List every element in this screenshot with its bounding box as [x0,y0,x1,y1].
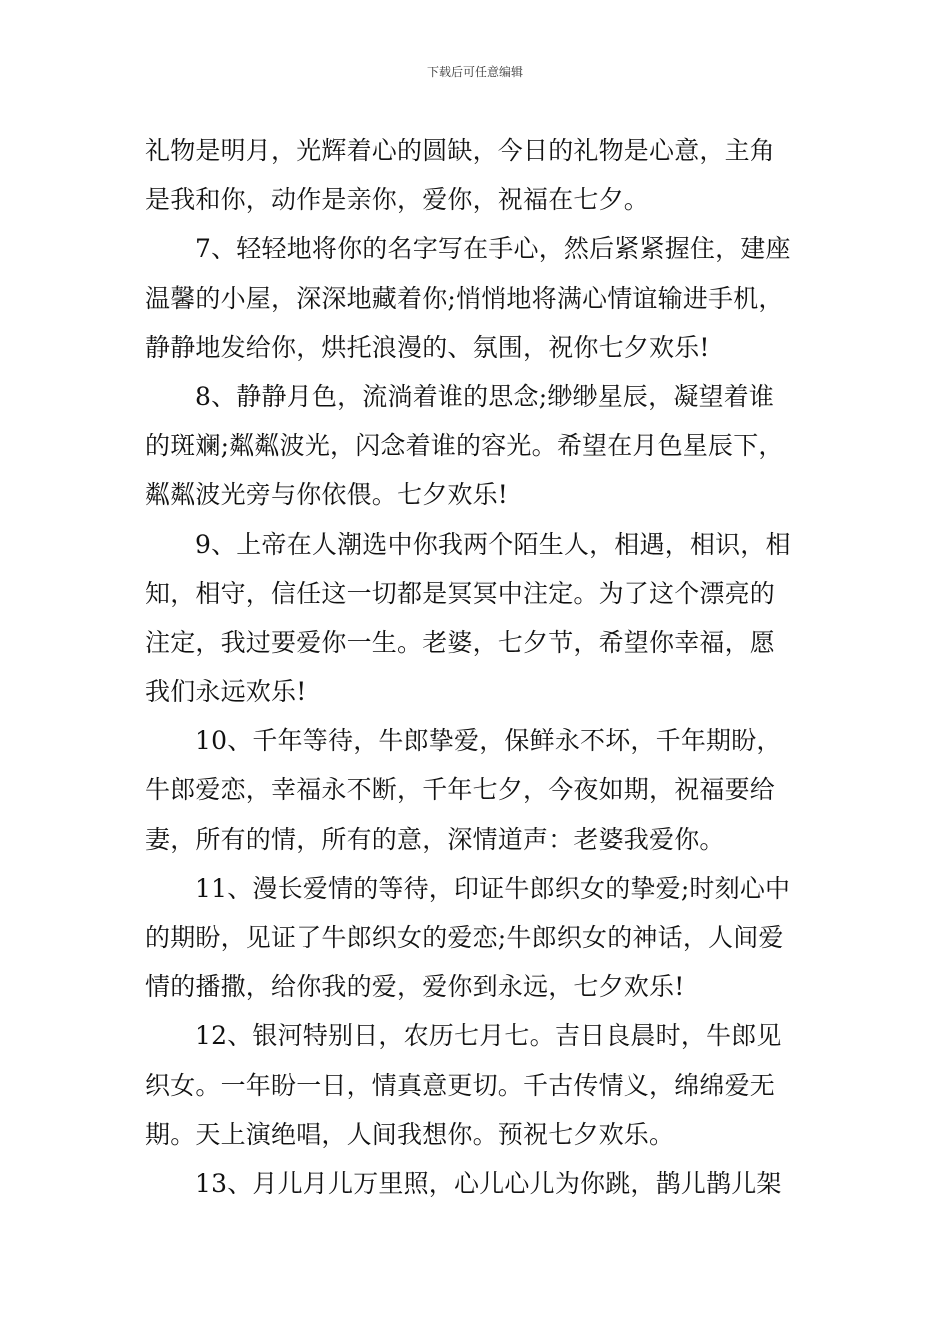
text-line: 温馨的小屋，深深地藏着你;悄悄地将满心情谊输进手机， [145,283,784,313]
text-line: 牛郎爱恋，幸福永不断，千年七夕，今夜如期，祝福要给 [145,775,776,805]
paragraph [145,224,807,372]
paragraph [145,1011,807,1159]
document-body [145,126,807,1208]
paragraph [145,520,807,717]
paragraph [145,864,807,1012]
paragraph [145,372,807,520]
text-line: 注定，我过要爱你一生。老婆，七夕节，希望你幸福，愿 [145,627,776,657]
text-line: 的期盼，见证了牛郎织女的爱恋;牛郎织女的神话，人间爱 [145,923,784,952]
text-line: 知，相守，信任这一切都是冥冥中注定。为了这个漂亮的 [145,578,776,608]
text-line: 妻，所有的情，所有的意，深情道声：老婆我爱你。 [145,824,725,854]
text-line: 的斑斓;粼粼波光，闪念着谁的容光。希望在月色星辰下， [145,431,784,461]
text-line: 是我和你，动作是亲你，爱你，祝福在七夕。 [145,185,650,215]
text-line: 织女。一年盼一日，情真意更切。千古传情义，绵绵爱无 [145,1070,776,1100]
text-line: 礼物是明月，光辉着心的圆缺，今日的礼物是心意，主角 [145,136,776,165]
paragraph [145,716,807,864]
paragraph [145,126,807,224]
page-header: 下载后可任意编辑 [426,65,523,79]
text-line: 我们永远欢乐! [145,677,307,707]
text-line: 12、银河特别日，农历七月七。吉日良晨时，牛郎见 [195,1021,782,1051]
text-line: 静静地发给你，烘托浪漫的、氛围，祝你七夕欢乐! [145,332,710,362]
text-line: 11、漫长爱情的等待，印证牛郎织女的挚爱;时刻心中 [195,873,791,903]
text-line: 7、轻轻地将你的名字写在手心，然后紧紧握住，建座 [195,234,791,264]
text-line: 13、月儿月儿万里照，心儿心儿为你跳，鹊儿鹊儿架 [195,1168,782,1198]
paragraph [145,1159,807,1208]
text-line: 9、上帝在人潮选中你我两个陌生人，相遇，相识，相 [195,529,791,559]
text-line: 8、静静月色，流淌着谁的思念;缈缈星辰，凝望着谁 [195,381,775,411]
text-line: 粼粼波光旁与你依偎。七夕欢乐! [145,480,509,510]
text-line: 期。天上演绝唱，人间我想你。预祝七夕欢乐。 [145,1119,675,1149]
text-line: 10、千年等待，牛郎挚爱，保鲜永不坏，千年期盼， [195,726,782,756]
text-line: 情的播撒，给你我的爱，爱你到永远，七夕欢乐! [145,972,685,1002]
